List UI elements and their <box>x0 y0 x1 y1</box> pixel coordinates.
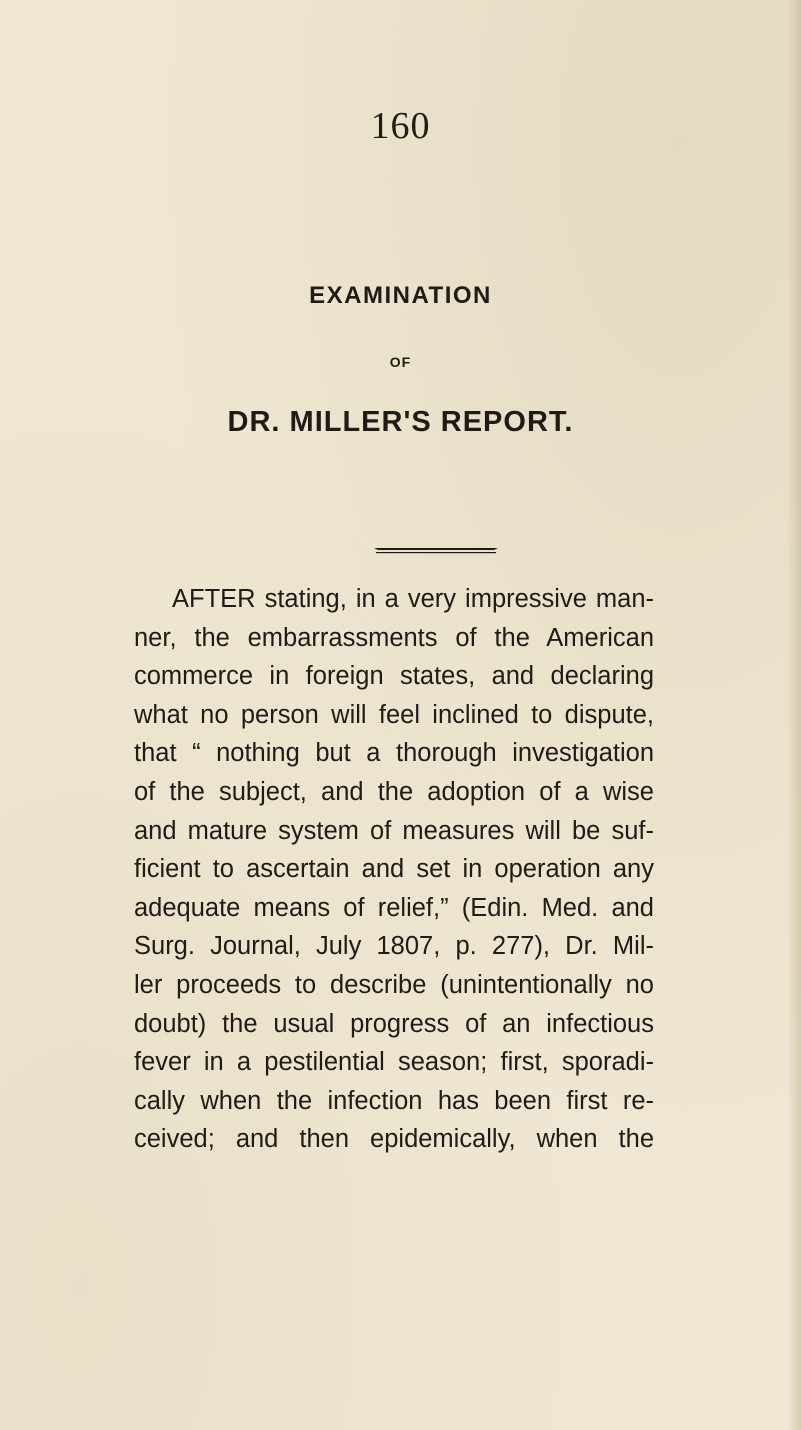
text-line: ner, the embarrassments of the American <box>134 623 654 652</box>
ornamental-rule <box>372 545 500 555</box>
section-title-connector: OF <box>389 354 412 370</box>
text-line: commerce in foreign states, and declaring <box>134 662 654 691</box>
body-paragraph <box>134 580 654 1159</box>
text-line: cally when the infection has been first re- <box>134 1086 654 1115</box>
text-line: ficient to ascertain and set in operation any <box>134 855 654 884</box>
text-line: fever in a pestilential season; first, sporadi- <box>134 1048 654 1077</box>
text-line: AFTER stating, in a very impressive man- <box>172 585 654 613</box>
text-line: doubt) the usual progress of an infectious <box>134 1009 654 1038</box>
text-line: what no person will feel inclined to dispute, <box>134 700 654 729</box>
text-line: of the subject, and the adoption of a wise <box>134 777 654 806</box>
text-line: ler proceeds to describe (unintentionally no <box>134 970 654 999</box>
text-line: that “ nothing but a thorough investigation <box>134 739 654 768</box>
section-title: EXAMINATION <box>309 282 492 309</box>
text-line: and mature system of measures will be suf- <box>134 816 654 845</box>
text-line: adequate means of relief,” (Edin. Med. and <box>134 893 654 922</box>
page-edge-shadow <box>787 0 801 1430</box>
text-line: ceived; and then epidemically, when the <box>134 1125 654 1154</box>
section-subtitle: DR. MILLER'S REPORT. <box>227 406 574 438</box>
text-line: Surg. Journal, July 1807, p. 277), Dr. Mil- <box>134 932 654 961</box>
page-number: 160 <box>370 105 431 147</box>
